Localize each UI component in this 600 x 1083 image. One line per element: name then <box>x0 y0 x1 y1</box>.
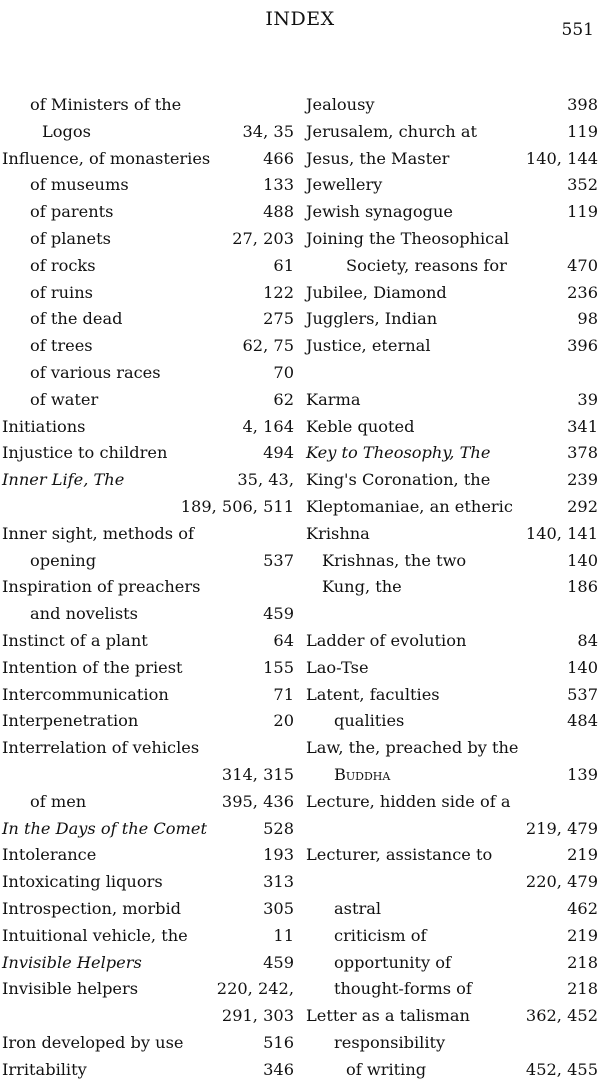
index-term: Buddha <box>334 764 391 784</box>
index-page-refs: 189, 506, 511 <box>180 496 294 516</box>
index-page-refs: 70 <box>273 362 294 382</box>
index-page-refs: 139 <box>567 764 598 784</box>
index-term: of the dead <box>30 309 123 329</box>
index-term: Society, reasons for <box>346 255 507 275</box>
index-page-refs: 314, 315 <box>221 764 294 784</box>
index-term: Intention of the priest <box>2 657 183 677</box>
index-page-refs: 133 <box>263 175 294 195</box>
index-term: Ladder of evolution <box>306 630 467 650</box>
index-page-refs: 219 <box>567 845 598 865</box>
index-page-refs: 362, 452 <box>525 1006 598 1026</box>
index-entry <box>2 1030 294 1057</box>
index-entry <box>306 440 598 467</box>
index-entry <box>306 360 598 387</box>
index-entry <box>306 789 598 816</box>
index-entry <box>306 146 598 173</box>
page-title: INDEX <box>265 8 335 30</box>
index-entry <box>2 92 294 119</box>
index-page-refs: 64 <box>273 630 294 650</box>
index-entry <box>306 708 598 735</box>
index-entry <box>306 521 598 548</box>
index-entry <box>2 789 294 816</box>
index-page-refs: 20 <box>273 711 294 731</box>
index-term: Intercommunication <box>2 684 169 704</box>
index-term: Irritability <box>2 1059 87 1079</box>
index-entry <box>2 360 294 387</box>
index-term: Injustice to children <box>2 443 168 463</box>
index-entry <box>2 896 294 923</box>
index-entry <box>306 119 598 146</box>
index-term: of ruins <box>30 282 93 302</box>
index-page-refs: 239 <box>567 470 598 490</box>
index-term: Influence, of monasteries <box>2 148 211 168</box>
index-entry <box>306 333 598 360</box>
index-term: Jubilee, Diamond <box>306 282 447 302</box>
index-page-refs: 466 <box>263 148 294 168</box>
index-entry <box>2 494 294 521</box>
index-entry <box>306 682 598 709</box>
index-term: Latent, faculties <box>306 684 440 704</box>
index-page-refs: 122 <box>263 282 294 302</box>
index-entry <box>2 574 294 601</box>
index-page-refs: 140, 144 <box>525 148 598 168</box>
index-entry <box>306 735 598 762</box>
index-entry <box>306 896 598 923</box>
index-page-refs: 291, 303 <box>221 1006 294 1026</box>
index-entry <box>2 682 294 709</box>
index-entry <box>2 280 294 307</box>
index-entry <box>2 146 294 173</box>
index-entry <box>2 548 294 575</box>
index-term: Intolerance <box>2 845 97 865</box>
index-page-refs: 398 <box>567 95 598 114</box>
index-entry <box>2 842 294 869</box>
index-entry <box>2 976 294 1003</box>
index-page-refs: 98 <box>577 309 598 329</box>
index-page-refs: 537 <box>263 550 294 570</box>
index-page-refs: 61 <box>273 255 294 275</box>
index-term: King's Coronation, the <box>306 470 491 490</box>
index-term: Inspiration of preachers <box>2 577 201 597</box>
index-term: Joining the Theosophical <box>306 228 510 248</box>
index-entry <box>2 735 294 762</box>
index-term: Key to Theosophy, The <box>306 443 491 463</box>
index-page-refs: 494 <box>263 443 294 463</box>
page-header <box>0 6 600 40</box>
index-term: qualities <box>334 711 405 731</box>
index-page-refs: 218 <box>567 979 598 999</box>
index-term: of rocks <box>30 255 96 275</box>
index-entry <box>2 601 294 628</box>
index-column-right <box>306 92 598 1083</box>
index-term: Inner Life, The <box>2 470 125 490</box>
page-number: 551 <box>561 20 594 40</box>
index-entry <box>306 655 598 682</box>
index-entry <box>2 708 294 735</box>
index-entry <box>306 467 598 494</box>
index-term: of Ministers of the <box>30 95 182 114</box>
index-entry <box>306 414 598 441</box>
index-term: Jealousy <box>306 95 375 114</box>
index-page-refs: 119 <box>567 202 598 222</box>
index-page-refs: 275 <box>263 309 294 329</box>
index-page-refs: 140 <box>567 550 598 570</box>
index-entry <box>306 548 598 575</box>
index-entry <box>306 280 598 307</box>
index-entry <box>306 950 598 977</box>
index-page-refs: 193 <box>263 845 294 865</box>
index-term: of writing <box>346 1059 427 1079</box>
index-term: Keble quoted <box>306 416 415 436</box>
index-term: responsibility <box>334 1032 446 1052</box>
index-entry <box>2 253 294 280</box>
index-entry <box>2 869 294 896</box>
index-term: Interrelation of vehicles <box>2 738 200 758</box>
index-term: Kleptomaniae, an etheric <box>306 496 513 516</box>
index-entry <box>306 816 598 843</box>
index-entry <box>2 172 294 199</box>
index-page-refs: 34, 35 <box>242 121 294 141</box>
index-term: Interpenetration <box>2 711 139 731</box>
index-entry <box>2 762 294 789</box>
index-term: of various races <box>30 362 161 382</box>
index-entry <box>2 467 294 494</box>
index-term: thought-forms of <box>334 979 472 999</box>
index-term: Intoxicating liquors <box>2 872 163 892</box>
index-entry <box>2 521 294 548</box>
index-entry <box>306 172 598 199</box>
index-entry <box>306 387 598 414</box>
index-entry <box>2 628 294 655</box>
index-entry <box>306 628 598 655</box>
index-page-refs: 84 <box>577 630 598 650</box>
index-term: Krishna <box>306 523 370 543</box>
index-term: of trees <box>30 336 93 356</box>
index-entry <box>2 923 294 950</box>
index-page-refs: 140 <box>567 657 598 677</box>
index-entry <box>306 253 598 280</box>
index-term: Kung, the <box>322 577 402 597</box>
index-term: Lecture, hidden side of a <box>306 791 511 811</box>
index-page-refs: 218 <box>567 952 598 972</box>
index-term: Logos <box>42 121 91 141</box>
index-page-refs: 470 <box>567 255 598 275</box>
index-entry <box>2 950 294 977</box>
index-entry <box>306 494 598 521</box>
index-page-refs: 537 <box>567 684 598 704</box>
index-entry <box>306 842 598 869</box>
index-term: opening <box>30 550 97 570</box>
index-page-refs: 236 <box>567 282 598 302</box>
index-term: Law, the, preached by the <box>306 738 519 758</box>
index-term: Inner sight, methods of <box>2 523 194 543</box>
index-term: and novelists <box>30 604 138 624</box>
index-term: criticism of <box>334 925 427 945</box>
index-entry <box>306 601 598 628</box>
index-entry <box>2 414 294 441</box>
index-page-refs: 488 <box>263 202 294 222</box>
index-page-refs: 395, 436 <box>221 791 294 811</box>
index-page-refs: 219 <box>567 925 598 945</box>
index-entry <box>306 869 598 896</box>
index-page-refs: 220, 479 <box>525 872 598 892</box>
index-page-refs: 341 <box>567 416 598 436</box>
index-page-refs: 155 <box>263 657 294 677</box>
index-term: In the Days of the Comet <box>2 818 207 838</box>
index-page-refs: 462 <box>567 898 598 918</box>
index-term: Lao-Tse <box>306 657 369 677</box>
index-entry <box>2 816 294 843</box>
index-entry <box>2 199 294 226</box>
index-term: of museums <box>30 175 129 195</box>
index-term: Letter as a talisman <box>306 1006 470 1026</box>
index-page-refs: 219, 479 <box>525 818 598 838</box>
index-term: Initiations <box>2 416 86 436</box>
index-entry <box>306 1003 598 1030</box>
index-term: of parents <box>30 202 114 222</box>
index-entry <box>306 923 598 950</box>
index-term: Krishnas, the two <box>322 550 467 570</box>
index-page-refs: 528 <box>263 818 294 838</box>
index-term: Justice, eternal <box>306 336 431 356</box>
index-page-refs: 292 <box>567 496 598 516</box>
index-entry <box>306 92 598 119</box>
index-page-refs: 71 <box>273 684 294 704</box>
index-page-refs: 62 <box>273 389 294 409</box>
index-entry <box>2 119 294 146</box>
index-entry <box>306 1030 598 1057</box>
index-term: Invisible Helpers <box>2 952 142 972</box>
index-entry <box>306 976 598 1003</box>
index-term: Introspection, morbid <box>2 898 182 918</box>
index-page-refs: 119 <box>567 121 598 141</box>
index-term: of water <box>30 389 99 409</box>
index-page-refs: 352 <box>567 175 598 195</box>
index-term: of planets <box>30 228 111 248</box>
index-entry <box>2 655 294 682</box>
index-page-refs: 378 <box>567 443 598 463</box>
index-term: Jesus, the Master <box>306 148 450 168</box>
index-page-refs: 396 <box>567 336 598 356</box>
index-term: Karma <box>306 389 361 409</box>
index-term: of men <box>30 791 87 811</box>
index-term: Jewish synagogue <box>306 202 453 222</box>
index-term: Invisible helpers <box>2 979 139 999</box>
index-page-refs: 516 <box>263 1032 294 1052</box>
index-term: Jugglers, Indian <box>306 309 438 329</box>
index-term: Intuitional vehicle, the <box>2 925 188 945</box>
index-page-refs: 11 <box>273 925 294 945</box>
index-entry <box>2 387 294 414</box>
index-term: Jewellery <box>306 175 383 195</box>
index-term: opportunity of <box>334 952 452 972</box>
index-page-refs: 459 <box>263 604 294 624</box>
index-entry <box>306 199 598 226</box>
index-entry <box>2 440 294 467</box>
index-entry <box>2 1057 294 1083</box>
index-page-refs: 346 <box>263 1059 294 1079</box>
index-page-refs: 35, 43, <box>237 470 294 490</box>
index-term: Instinct of a plant <box>2 630 148 650</box>
index-page-refs: 27, 203 <box>232 228 294 248</box>
index-entry <box>2 333 294 360</box>
index-entry <box>306 226 598 253</box>
index-term: astral <box>334 898 382 918</box>
index-term: Jerusalem, church at <box>306 121 478 141</box>
index-page-refs: 452, 455 <box>525 1059 598 1079</box>
index-page-refs: 305 <box>263 898 294 918</box>
index-term: Lecturer, assistance to <box>306 845 493 865</box>
index-term: Iron developed by use <box>2 1032 184 1052</box>
index-page-refs: 39 <box>577 389 598 409</box>
index-page-refs: 313 <box>263 872 294 892</box>
index-page-refs: 186 <box>567 577 598 597</box>
index-entry <box>306 306 598 333</box>
index-entry <box>2 306 294 333</box>
index-entry <box>306 574 598 601</box>
index-page-refs: 140, 141 <box>525 523 598 543</box>
index-page-refs: 220, 242, <box>216 979 294 999</box>
index-page-refs: 62, 75 <box>242 336 294 356</box>
index-entry <box>2 1003 294 1030</box>
index-column-left <box>2 92 294 1083</box>
index-page-refs: 4, 164 <box>242 416 294 436</box>
index-entry <box>2 226 294 253</box>
index-page-refs: 484 <box>567 711 598 731</box>
index-entry <box>306 762 598 789</box>
index-entry <box>306 1057 598 1083</box>
index-page-refs: 459 <box>263 952 294 972</box>
